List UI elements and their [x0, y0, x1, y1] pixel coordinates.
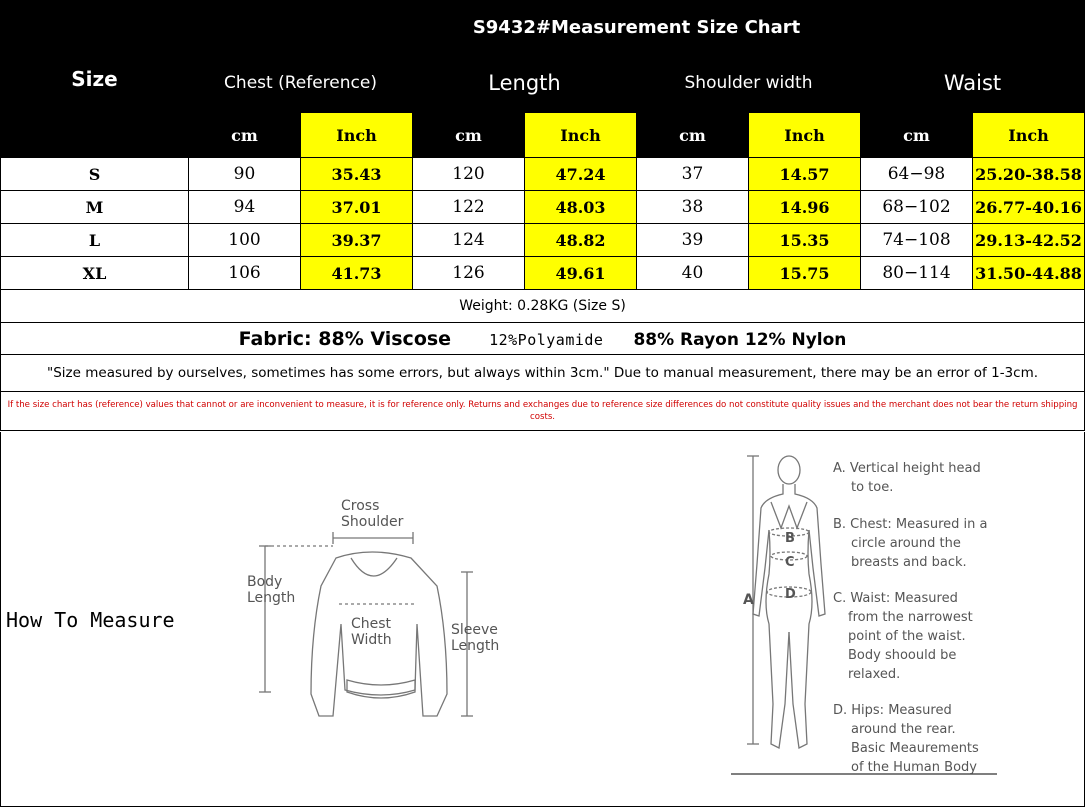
fabric-info — [1, 323, 1085, 355]
shoulder-cm-cell: 38 — [637, 191, 749, 224]
unit-inch: Inch — [525, 113, 637, 158]
sleeve-length-label-1: Sleeve — [451, 622, 498, 638]
reference-warning: If the size chart has (reference) values that cannot or are inconvenient to measure, it is for reference only. Returns and exchanges due to reference size differences do not constitute quality issues and the merchant does not bear the return shipping costs. — [1, 392, 1085, 431]
chest-inch-cell: 39.37 — [301, 224, 413, 257]
unit-cm: cm — [413, 113, 525, 158]
unit-cm: cm — [189, 113, 301, 158]
garment-diagram — [241, 494, 521, 734]
desc-c-line-5: relaxed. — [848, 667, 901, 682]
chart-title: S9432#Measurement Size Chart — [189, 1, 1085, 54]
chest-inch-cell: 37.01 — [301, 191, 413, 224]
cross-shoulder-label-1: Cross — [341, 498, 380, 514]
desc-b-line-2: circle around the — [851, 536, 961, 551]
chest-cm-cell: 94 — [189, 191, 301, 224]
desc-c-line-2: from the narrowest — [848, 610, 973, 625]
unit-inch: Inch — [301, 113, 413, 158]
waist-header: Waist — [861, 54, 1085, 113]
unit-cm: cm — [637, 113, 749, 158]
marker-a: A — [743, 592, 754, 608]
how-to-measure-section — [0, 432, 1085, 807]
desc-b-line-1: B. Chest: Measured in a — [833, 517, 988, 532]
measurement-note: "Size measured by ourselves, sometimes has some errors, but always within 3cm." Due to manual measurement, there may be an error of 1-3cm. — [1, 355, 1085, 392]
shoulder-inch-cell: 15.75 — [749, 257, 861, 290]
chest-cm-cell: 106 — [189, 257, 301, 290]
length-cm-cell: 120 — [413, 158, 525, 191]
waist-inch-cell: 29.13-42.52 — [973, 224, 1085, 257]
body-length-label-2: Length — [247, 590, 296, 606]
shoulder-cm-cell: 40 — [637, 257, 749, 290]
waist-inch-cell: 26.77-40.16 — [973, 191, 1085, 224]
chest-inch-cell: 35.43 — [301, 158, 413, 191]
marker-c: C — [785, 555, 795, 570]
chest-inch-cell: 41.73 — [301, 257, 413, 290]
length-cm-cell: 124 — [413, 224, 525, 257]
shoulder-cm-cell: 37 — [637, 158, 749, 191]
desc-a-line-1: A. Vertical height head — [833, 461, 981, 476]
desc-c-line-1: C. Waist: Measured — [833, 591, 958, 606]
waist-cm-cell: 74−108 — [861, 224, 973, 257]
size-cell: L — [1, 224, 189, 257]
waist-inch-cell: 31.50-44.88 — [973, 257, 1085, 290]
shoulder-cm-cell: 39 — [637, 224, 749, 257]
size-cell: S — [1, 158, 189, 191]
table-row — [1, 224, 1085, 257]
shoulder-inch-cell: 14.57 — [749, 158, 861, 191]
size-cell: XL — [1, 257, 189, 290]
table-row — [1, 158, 1085, 191]
chest-width-label-1: Chest — [351, 616, 392, 632]
desc-a-line-2: to toe. — [851, 480, 894, 495]
desc-c-line-4: Body shoould be — [848, 648, 957, 663]
cross-shoulder-label-2: Shoulder — [341, 514, 404, 530]
fabric-part-3: 88% Rayon 12% Nylon — [633, 329, 847, 350]
body-length-label-1: Body — [247, 574, 283, 590]
desc-d-line-1: D. Hips: Measured — [833, 703, 952, 718]
fabric-part-1: Fabric: 88% Viscose — [238, 327, 452, 350]
waist-cm-cell: 80−114 — [861, 257, 973, 290]
shoulder-header: Shoulder width — [637, 54, 861, 113]
desc-d-line-4: of the Human Body — [851, 760, 977, 775]
waist-cm-cell: 64−98 — [861, 158, 973, 191]
length-inch-cell: 47.24 — [525, 158, 637, 191]
unit-inch: Inch — [749, 113, 861, 158]
chest-width-label-2: Width — [351, 632, 392, 648]
sleeve-length-label-2: Length — [451, 638, 500, 654]
desc-c-line-3: point of the waist. — [848, 629, 966, 644]
weight-info: Weight: 0.28KG (Size S) — [1, 290, 1085, 323]
size-cell: M — [1, 191, 189, 224]
waist-inch-cell: 25.20-38.58 — [973, 158, 1085, 191]
how-to-measure-label: How To Measure — [6, 608, 175, 632]
unit-inch: Inch — [973, 113, 1085, 158]
desc-d-line-2: around the rear. — [851, 722, 956, 737]
fabric-part-2: 12%Polyamide — [489, 330, 604, 349]
chest-cm-cell: 90 — [189, 158, 301, 191]
desc-b-line-3: breasts and back. — [851, 555, 967, 570]
chest-cm-cell: 100 — [189, 224, 301, 257]
length-cm-cell: 122 — [413, 191, 525, 224]
length-inch-cell: 49.61 — [525, 257, 637, 290]
length-cm-cell: 126 — [413, 257, 525, 290]
length-header: Length — [413, 54, 637, 113]
length-inch-cell: 48.82 — [525, 224, 637, 257]
shoulder-inch-cell: 14.96 — [749, 191, 861, 224]
waist-cm-cell: 68−102 — [861, 191, 973, 224]
chest-header: Chest (Reference) — [189, 54, 413, 113]
body-measurement-diagram — [729, 444, 1029, 794]
length-inch-cell: 48.03 — [525, 191, 637, 224]
marker-d: D — [785, 587, 796, 602]
shoulder-inch-cell: 15.35 — [749, 224, 861, 257]
table-row — [1, 257, 1085, 290]
marker-b: B — [785, 531, 795, 546]
unit-cm: cm — [861, 113, 973, 158]
size-header: Size — [1, 1, 189, 158]
desc-d-line-3: Basic Meaurements — [851, 741, 979, 756]
table-row — [1, 191, 1085, 224]
